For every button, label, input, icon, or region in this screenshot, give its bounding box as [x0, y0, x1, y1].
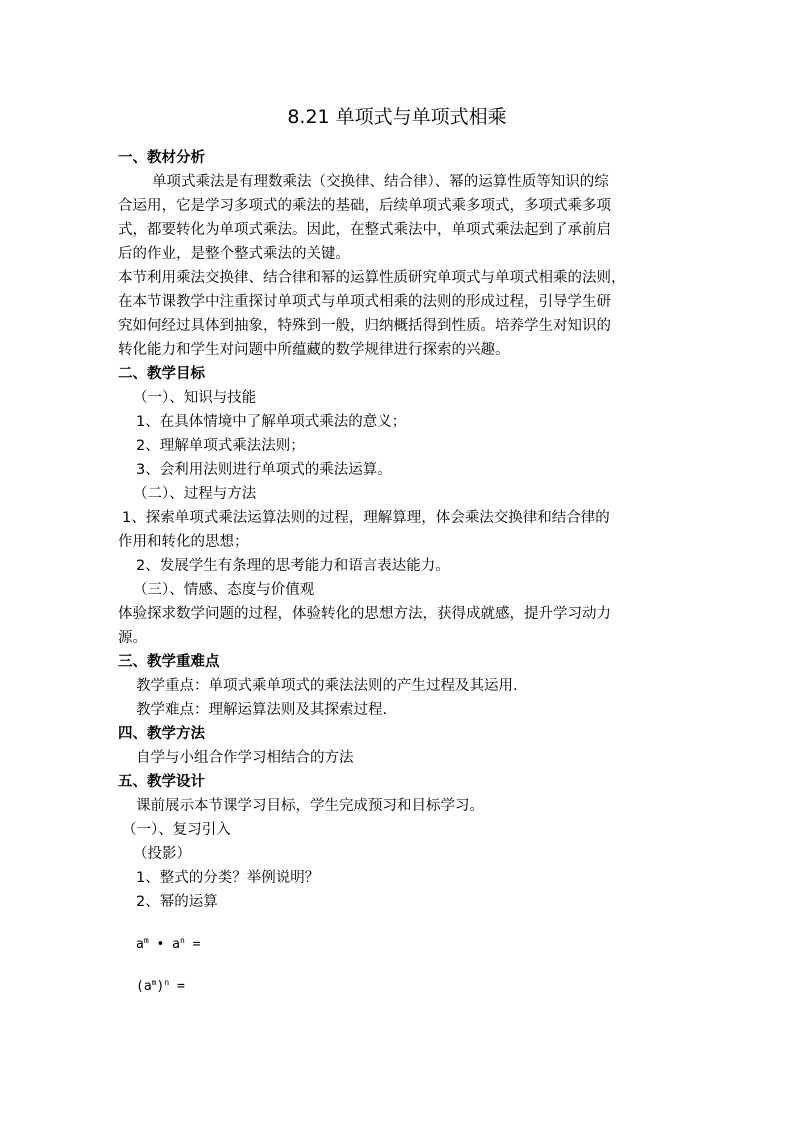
- list-item: 1、整式的分类？举例说明？: [136, 870, 320, 886]
- formula-exponent: m: [151, 978, 157, 987]
- subheading: （二）、过程与方法: [133, 486, 257, 502]
- page-title: 8.21 单项式与单项式相乘: [287, 106, 507, 128]
- list-item: 作用和转化的思想；: [118, 534, 249, 550]
- formula-equals: =: [169, 979, 185, 994]
- formula-exponent: n: [164, 978, 170, 987]
- formula-dot: •: [148, 937, 173, 952]
- paragraph-line: 转化能力和学生对问题中所蕴藏的数学规律进行探索的兴趣。: [118, 342, 510, 358]
- paragraph-line: 单项式乘法是有理数乘法（交换律、结合律）、幂的运算性质等知识的综: [152, 174, 609, 190]
- paragraph-line: 式，都要转化为单项式乘法。因此，在整式乘法中，单项式乘法起到了承前启: [118, 222, 611, 238]
- paragraph-line: 自学与小组合作学习相结合的方法: [136, 750, 354, 766]
- formula-exponent: n: [179, 936, 185, 945]
- formula-exponent: m: [143, 936, 149, 945]
- section-heading-5: 五、教学设计: [118, 774, 205, 790]
- paragraph-line: 在本节课教学中注重探讨单项式与单项式相乘的法则的形成过程，引导学生研: [118, 294, 611, 310]
- subheading: （一）、复习引入: [122, 822, 231, 838]
- paragraph-line: 究如何经过具体到抽象，特殊到一般，归纳概括得到性质。培养学生对知识的: [118, 318, 611, 334]
- section-heading-3: 三、教学重难点: [118, 654, 220, 670]
- paragraph-line: 体验探求数学问题的过程，体验转化的思想方法，获得成就感，提升学习动力: [118, 606, 611, 622]
- list-item: 1、在具体情境中了解单项式乘法的意义；: [136, 414, 407, 430]
- list-item: 3、会利用法则进行单项式的乘法运算。: [136, 462, 392, 478]
- paragraph-line: 教学重点：单项式乘单项式的乘法法则的产生过程及其运用.: [136, 678, 518, 694]
- formula-open: (a: [136, 979, 152, 994]
- formula-power-of-power: [136, 978, 185, 996]
- formula-close: ): [156, 979, 165, 994]
- formula-base: a: [136, 937, 144, 952]
- paragraph-line: 课前展示本节课学习目标，学生完成预习和目标学习。: [136, 798, 484, 814]
- paragraph-line: 本节利用乘法交换律、结合律和幂的运算性质研究单项式与单项式相乘的法则，: [118, 270, 626, 286]
- paragraph-line: 合运用，它是学习多项式的乘法的基础，后续单项式乘多项式，多项式乘多项: [118, 198, 611, 214]
- section-heading-2: 二、教学目标: [118, 366, 205, 382]
- section-heading-1: 一、教材分析: [118, 150, 205, 166]
- formula-power-product: [136, 936, 200, 954]
- subheading: （三）、情感、态度与价值观: [133, 582, 315, 598]
- paragraph-line: 教学难点：理解运算法则及其探索过程.: [136, 702, 388, 718]
- list-item: 2、理解单项式乘法法则；: [136, 438, 305, 454]
- formula-base: a: [172, 937, 180, 952]
- paragraph-line: 源。: [118, 630, 147, 646]
- list-item: 2、发展学生有条理的思考能力和语言表达能力。: [136, 558, 450, 574]
- list-item: 2、幂的运算: [136, 894, 218, 910]
- paragraph-line: （投影）: [133, 846, 191, 862]
- list-item: 1、探索单项式乘法运算法则的过程，理解算理，体会乘法交换律和结合律的: [122, 510, 610, 526]
- subheading: （一）、知识与技能: [133, 390, 257, 406]
- section-heading-4: 四、教学方法: [118, 726, 205, 742]
- formula-equals: =: [184, 937, 201, 952]
- paragraph-line: 后的作业，是整个整式乘法的关键。: [118, 246, 350, 262]
